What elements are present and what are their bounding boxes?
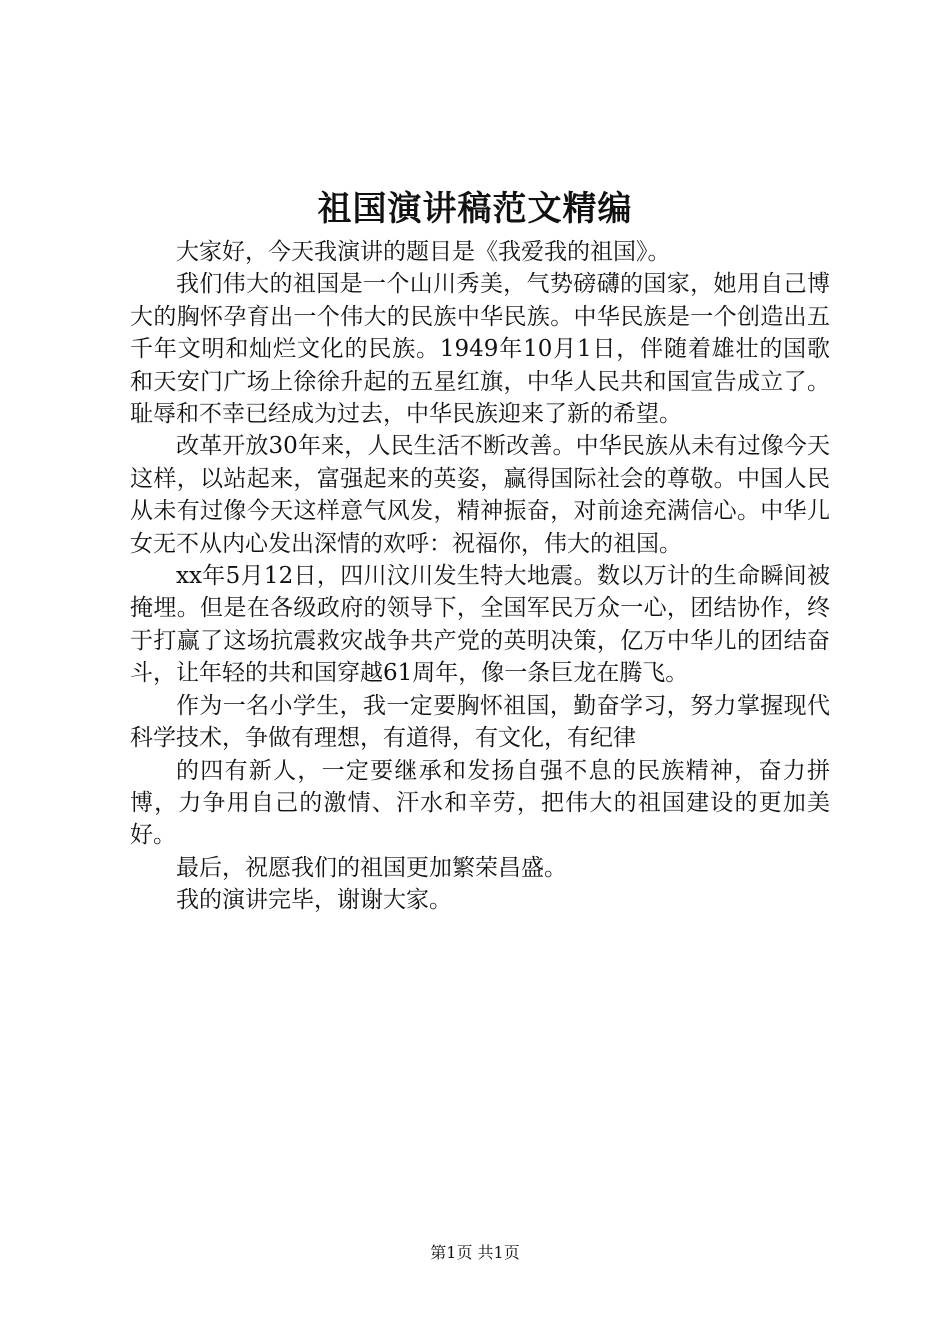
paragraph-motherland: 我们伟大的祖国是一个山川秀美，气势磅礴的国家，她用自己博大的胸怀孕育出一个伟大的民族中华民族。中华民族是一个创造出五千年文明和灿烂文化的民族。1949年10月1日，伴随着雄壮的国歌和天安门广场上徐徐升起的五星红旗，中华人民共和国宣告成立了。耻辱和不幸已经成为过去，中华民族迎来了新的希望。: [130, 271, 830, 428]
paragraph-reform: 改革开放30年来，人民生活不断改善。中华民族从未有过像今天这样，以站起来，富强起来的英姿，赢得国际社会的尊敬。中国人民从未有过像今天这样意气风发，精神振奋，对前途充满信心。中华儿女无不从内心发出深情的欢呼：祝福你，伟大的祖国。: [130, 433, 830, 557]
page-number-footer: 第1页 共1页: [430, 1243, 520, 1262]
paragraph-closing: 我的演讲完毕，谢谢大家。: [176, 887, 452, 914]
paragraph-wish: 最后，祝愿我们的祖国更加繁荣昌盛。: [176, 854, 567, 881]
document-title: 祖国演讲稿范文精编: [317, 189, 633, 229]
paragraph-new-people: 的四有新人，一定要继承和发扬自强不息的民族精神，奋力拼博，力争用自己的激情、汗水和辛劳，把伟大的祖国建设的更加美好。: [130, 757, 830, 849]
paragraph-student: 作为一名小学生，我一定要胸怀祖国，勤奋学习，努力掌握现代科学技术，争做有理想，有道得，有文化，有纪律: [130, 692, 830, 752]
paragraph-earthquake: xx年5月12日，四川汶川发生特大地震。数以万计的生命瞬间被掩埋。但是在各级政府的领导下，全国军民万众一心，团结协作，终于打赢了这场抗震救灾战争共产党的英明决策，亿万中华儿的团结奋斗，让年轻的共和国穿越61周年，像一条巨龙在腾飞。: [130, 563, 830, 687]
paragraph-greeting: 大家好，今天我演讲的题目是《我爱我的祖国》。: [176, 239, 671, 265]
document-body: [130, 236, 830, 917]
